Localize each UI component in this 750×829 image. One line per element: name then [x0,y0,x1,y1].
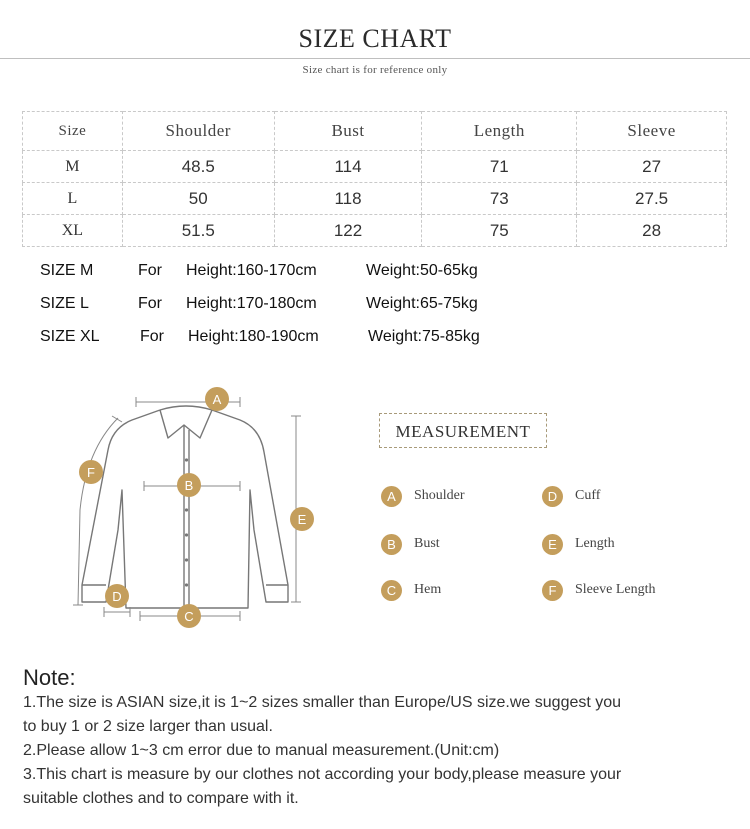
legend-item-cuff [542,485,600,507]
badge-c: C [381,580,402,601]
measurement-title: MEASUREMENT [379,413,547,448]
legend-label: Cuff [575,488,601,503]
table-cell: XL [23,215,123,247]
column-header: Length [422,112,577,151]
legend-item-hem [381,579,441,601]
svg-text:C: C [184,609,194,624]
diagram-marker-c [177,604,201,628]
table-cell: 122 [274,215,422,247]
fit-height: Height:170-180cm [186,295,317,312]
badge-d: D [542,486,563,507]
legend-item-bust [381,533,440,555]
table-cell: 75 [422,215,577,247]
fit-for: For [138,262,162,279]
svg-text:D: D [112,589,122,604]
table-cell: 118 [274,183,422,215]
table-cell: 50 [122,183,274,215]
svg-text:E: E [297,512,307,527]
shirt-diagram [60,380,350,630]
table-row [23,215,727,247]
note-line: to buy 1 or 2 size larger than usual. [23,718,273,735]
badge-f: F [542,580,563,601]
fit-size: SIZE M [40,262,94,279]
legend-label: Hem [414,582,442,597]
table-cell: 71 [422,151,577,183]
table-row [23,183,727,215]
fit-height: Height:180-190cm [188,328,319,345]
fit-height: Height:160-170cm [186,262,317,279]
note-line: 1.The size is ASIAN size,it is 1~2 sizes smaller than Europe/US size.we suggest you [23,694,622,711]
header [0,0,750,90]
badge-a: A [381,486,402,507]
table-cell: 28 [577,215,727,247]
table-cell: 48.5 [122,151,274,183]
diagram-marker-f [79,460,103,484]
column-header: Bust [274,112,422,151]
legend-label: Sleeve Length [575,582,656,597]
legend-item-shoulder [381,485,465,507]
column-header: Sleeve [577,112,727,151]
note-title: Note: [23,665,76,690]
column-header: Shoulder [122,112,274,151]
table-cell: 27 [577,151,727,183]
table-cell: L [23,183,123,215]
diagram-marker-d [105,584,129,608]
legend-item-length [542,533,615,555]
page-subtitle: Size chart is for reference only [302,64,448,76]
title-divider [0,58,750,59]
size-table [22,111,727,247]
fit-weight: Weight:75-85kg [368,328,480,345]
fit-size: SIZE XL [40,328,100,345]
badge-e: E [542,534,563,555]
shirt-outline [82,406,288,608]
fit-weight: Weight:50-65kg [366,262,478,279]
diagram-marker-e [290,507,314,531]
table-cell: 73 [422,183,577,215]
fit-for: For [138,295,162,312]
page-title: SIZE CHART [298,24,452,53]
legend-label: Length [575,536,615,551]
legend-label: Bust [414,536,440,551]
fit-for: For [140,328,164,345]
svg-text:B: B [184,478,194,493]
table-cell: 27.5 [577,183,727,215]
notes-section [23,665,733,811]
diagram-marker-a [205,387,229,411]
svg-text:F: F [87,465,95,480]
table-cell: M [23,151,123,183]
column-header: Size [23,112,123,151]
legend-item-sleeve-length [542,579,655,601]
table-cell: 114 [274,151,422,183]
legend-label: Shoulder [414,488,465,503]
note-line: 2.Please allow 1~3 cm error due to manual measurement.(Unit:cm) [23,742,500,759]
fit-weight: Weight:65-75kg [366,295,478,312]
note-line: 3.This chart is measure by our clothes not according your body,please measure your [23,766,622,783]
table-header-row [23,112,727,151]
svg-text:A: A [212,392,222,407]
table-cell: 51.5 [122,215,274,247]
badge-b: B [381,534,402,555]
diagram-marker-b [177,473,201,497]
table-row [23,151,727,183]
note-line: suitable clothes and to compare with it. [23,790,299,807]
fit-size: SIZE L [40,295,89,312]
